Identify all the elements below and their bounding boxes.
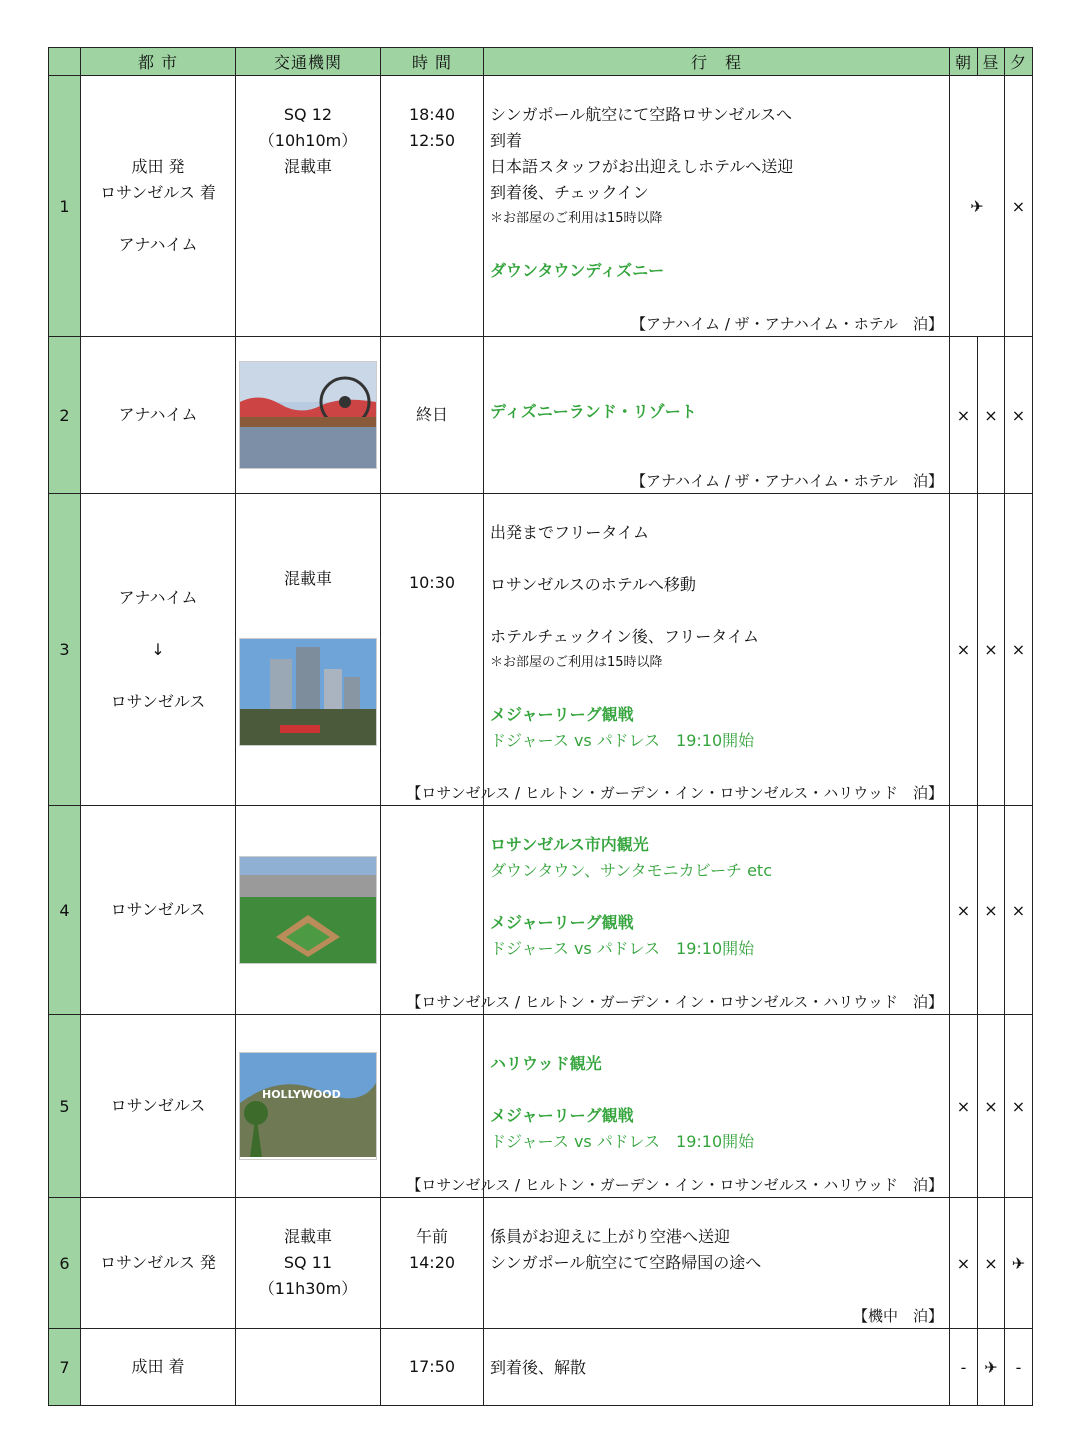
city-cell xyxy=(81,1329,236,1406)
transport-line: SQ 11 xyxy=(283,1253,333,1272)
day-row-1 xyxy=(49,76,1033,337)
day-row-3 xyxy=(49,494,1033,806)
schedule-line: 到着後、チェックイン xyxy=(490,183,649,202)
city-cell xyxy=(81,1198,236,1329)
schedule-line: 出発までフリータイム xyxy=(490,523,650,542)
city-line xyxy=(81,206,235,232)
day-number: 3 xyxy=(49,494,81,806)
day-number: 1 xyxy=(49,76,81,337)
meal-breakfast: × xyxy=(950,494,978,806)
day-number: 6 xyxy=(49,1198,81,1329)
transport-cell xyxy=(236,1329,381,1406)
schedule-line: ドジャース vs パドレス 19:10開始 xyxy=(490,731,755,750)
time-cell xyxy=(381,1015,484,1198)
city-line xyxy=(81,611,235,637)
header-breakfast: 朝 xyxy=(950,48,978,76)
header-transport: 交通機関 xyxy=(236,48,381,76)
city-cell xyxy=(81,494,236,806)
schedule-line xyxy=(490,546,949,572)
header-row xyxy=(49,48,1033,76)
schedule-cell xyxy=(484,76,950,337)
meal-lunch: × xyxy=(978,494,1005,806)
meal-dinner: × xyxy=(1005,76,1033,337)
schedule-line xyxy=(490,1077,949,1103)
transport-line: （11h30m） xyxy=(258,1279,358,1298)
header-dinner: 夕 xyxy=(1005,48,1033,76)
transport-line: SQ 12 xyxy=(283,105,333,124)
schedule-cell xyxy=(484,1198,950,1329)
day-number: 4 xyxy=(49,806,81,1015)
city-line: ロサンゼルス 着 xyxy=(100,183,216,202)
meal-breakfast-lunch: ✈ xyxy=(950,76,1005,337)
schedule-line: 係員がお迎えに上がり空港へ送迎 xyxy=(490,1227,731,1246)
city-line: ロサンゼルス 発 xyxy=(100,1253,216,1272)
schedule-highlight: メジャーリーグ観戦 xyxy=(490,1106,634,1125)
hotel-note: 【アナハイム / ザ・アナハイム・ホテル 泊】 xyxy=(630,472,943,490)
schedule-line xyxy=(490,232,949,258)
city-cell xyxy=(81,337,236,494)
transport-line: 混載車 xyxy=(283,1227,332,1246)
schedule-highlight: メジャーリーグ観戦 xyxy=(490,705,634,724)
header-lunch: 昼 xyxy=(978,48,1005,76)
schedule-line: 到着後、解散 xyxy=(490,1358,587,1377)
meal-dinner: × xyxy=(1005,1015,1033,1198)
time-cell xyxy=(381,1329,484,1406)
transport-cell xyxy=(236,1198,381,1329)
time-line: 18:40 xyxy=(408,105,456,124)
hotel-note: 【機中 泊】 xyxy=(852,1307,943,1325)
day-number: 5 xyxy=(49,1015,81,1198)
schedule-line: シンガポール航空にて空路帰国の途へ xyxy=(490,1253,762,1272)
city-line: アナハイム xyxy=(118,235,198,254)
day-row-7 xyxy=(49,1329,1033,1406)
hotel-note: 【ロサンゼルス / ヒルトン・ガーデン・イン・ロサンゼルス・ハリウッド 泊】 xyxy=(406,1176,943,1194)
schedule-highlight: ハリウッド観光 xyxy=(490,1054,602,1073)
header-city: 都 市 xyxy=(81,48,236,76)
meal-dinner: × xyxy=(1005,494,1033,806)
schedule-line xyxy=(490,676,949,702)
meal-lunch: ✈ xyxy=(978,1329,1005,1406)
schedule-line: ロサンゼルスのホテルへ移動 xyxy=(490,575,696,594)
schedule-line: ＊お部屋のご利用は15時以降 xyxy=(490,655,663,670)
schedule-line: シンガポール航空にて空路ロサンゼルスへ xyxy=(490,105,793,124)
header-schedule: 行 程 xyxy=(484,48,950,76)
day-number: 2 xyxy=(49,337,81,494)
time-cell xyxy=(381,337,484,494)
meal-breakfast: × xyxy=(950,337,978,494)
schedule-lines xyxy=(490,1329,949,1381)
city-line: ロサンゼルス xyxy=(110,900,206,919)
transport-line: 混載車 xyxy=(283,157,332,176)
time-line: 12:50 xyxy=(408,131,456,150)
time-cell xyxy=(381,1198,484,1329)
schedule-highlight: ディズニーランド・リゾート xyxy=(490,402,697,421)
la-skyline-photo xyxy=(239,638,377,746)
time-line: 終日 xyxy=(415,405,448,424)
schedule-line: ダウンタウン、サンタモニカビーチ etc xyxy=(490,861,773,880)
transport-cell xyxy=(236,806,381,1015)
transport-cell xyxy=(236,337,381,494)
schedule-cell xyxy=(406,1015,950,1198)
time-cell xyxy=(381,76,484,337)
meal-dinner: ✈ xyxy=(1005,1198,1033,1329)
schedule-line: ＊お部屋のご利用は15時以降 xyxy=(490,211,663,226)
time-line: 17:50 xyxy=(408,1357,456,1376)
city-line: ロサンゼルス xyxy=(110,1096,206,1115)
schedule-lines xyxy=(490,494,949,754)
day-number: 7 xyxy=(49,1329,81,1406)
hotel-note: 【ロサンゼルス / ヒルトン・ガーデン・イン・ロサンゼルス・ハリウッド 泊】 xyxy=(406,784,943,802)
meal-lunch: × xyxy=(978,1015,1005,1198)
meal-dinner: - xyxy=(1005,1329,1033,1406)
city-cell xyxy=(81,806,236,1015)
schedule-line: 日本語スタッフがお出迎えしホテルへ送迎 xyxy=(490,157,794,176)
city-cell xyxy=(81,76,236,337)
schedule-line: ホテルチェックイン後、フリータイム xyxy=(490,627,759,646)
schedule-line: ドジャース vs パドレス 19:10開始 xyxy=(490,939,755,958)
schedule-lines xyxy=(490,76,949,284)
transport-line: （10h10m） xyxy=(258,131,358,150)
hotel-note: 【ロサンゼルス / ヒルトン・ガーデン・イン・ロサンゼルス・ハリウッド 泊】 xyxy=(406,993,943,1011)
day-row-6 xyxy=(49,1198,1033,1329)
time-cell xyxy=(381,806,484,1015)
time-line: 14:20 xyxy=(408,1253,456,1272)
city-line: 成田 発 xyxy=(131,157,185,176)
schedule-line xyxy=(490,598,949,624)
day-row-4 xyxy=(49,806,1033,1015)
transport-cell xyxy=(236,1015,381,1198)
schedule-line xyxy=(490,884,949,910)
city-line: 成田 着 xyxy=(131,1357,185,1376)
meal-breakfast: × xyxy=(950,1198,978,1329)
meal-breakfast: × xyxy=(950,806,978,1015)
schedule-line: 到着 xyxy=(490,131,523,150)
meal-lunch: × xyxy=(978,1198,1005,1329)
schedule-highlight: メジャーリーグ観戦 xyxy=(490,913,634,932)
hotel-note: 【アナハイム / ザ・アナハイム・ホテル 泊】 xyxy=(630,315,943,333)
dodger-stadium-photo xyxy=(239,856,377,964)
schedule-highlight: ダウンタウンディズニー xyxy=(490,261,665,280)
meal-lunch: × xyxy=(978,806,1005,1015)
time-line: 午前 xyxy=(415,1227,448,1246)
city-cell xyxy=(81,1015,236,1198)
city-line xyxy=(81,663,235,689)
schedule-cell xyxy=(484,337,950,494)
meal-dinner: × xyxy=(1005,806,1033,1015)
day-row-5 xyxy=(49,1015,1033,1198)
time-cell xyxy=(381,494,484,806)
disney-park-photo xyxy=(239,361,377,469)
hollywood-sign-photo xyxy=(239,1052,377,1160)
schedule-cell xyxy=(406,806,950,1015)
schedule-cell xyxy=(484,1329,950,1406)
transport-cell xyxy=(236,494,381,806)
meal-breakfast: × xyxy=(950,1015,978,1198)
transport-line: 混載車 xyxy=(283,569,332,588)
meal-dinner: × xyxy=(1005,337,1033,494)
schedule-lines xyxy=(490,1015,949,1155)
schedule-lines xyxy=(490,806,949,962)
city-line: ロサンゼルス xyxy=(110,691,206,711)
schedule-lines xyxy=(490,1198,949,1276)
meal-lunch: × xyxy=(978,337,1005,494)
hollywood-sign-text: HOLLYWOOD xyxy=(262,1088,341,1101)
transport-cell xyxy=(236,76,381,337)
city-line: アナハイム xyxy=(118,405,198,424)
city-line: アナハイム xyxy=(118,587,198,607)
meal-breakfast: - xyxy=(950,1329,978,1406)
city-line: ↓ xyxy=(151,639,165,659)
header-day xyxy=(49,48,81,76)
schedule-highlight: ロサンゼルス市内観光 xyxy=(490,835,649,854)
time-line: 10:30 xyxy=(408,573,456,592)
schedule-lines xyxy=(490,337,949,425)
header-time: 時 間 xyxy=(381,48,484,76)
schedule-line: ドジャース vs パドレス 19:10開始 xyxy=(490,1132,755,1151)
itinerary-table xyxy=(48,47,1033,1406)
day-row-2 xyxy=(49,337,1033,494)
